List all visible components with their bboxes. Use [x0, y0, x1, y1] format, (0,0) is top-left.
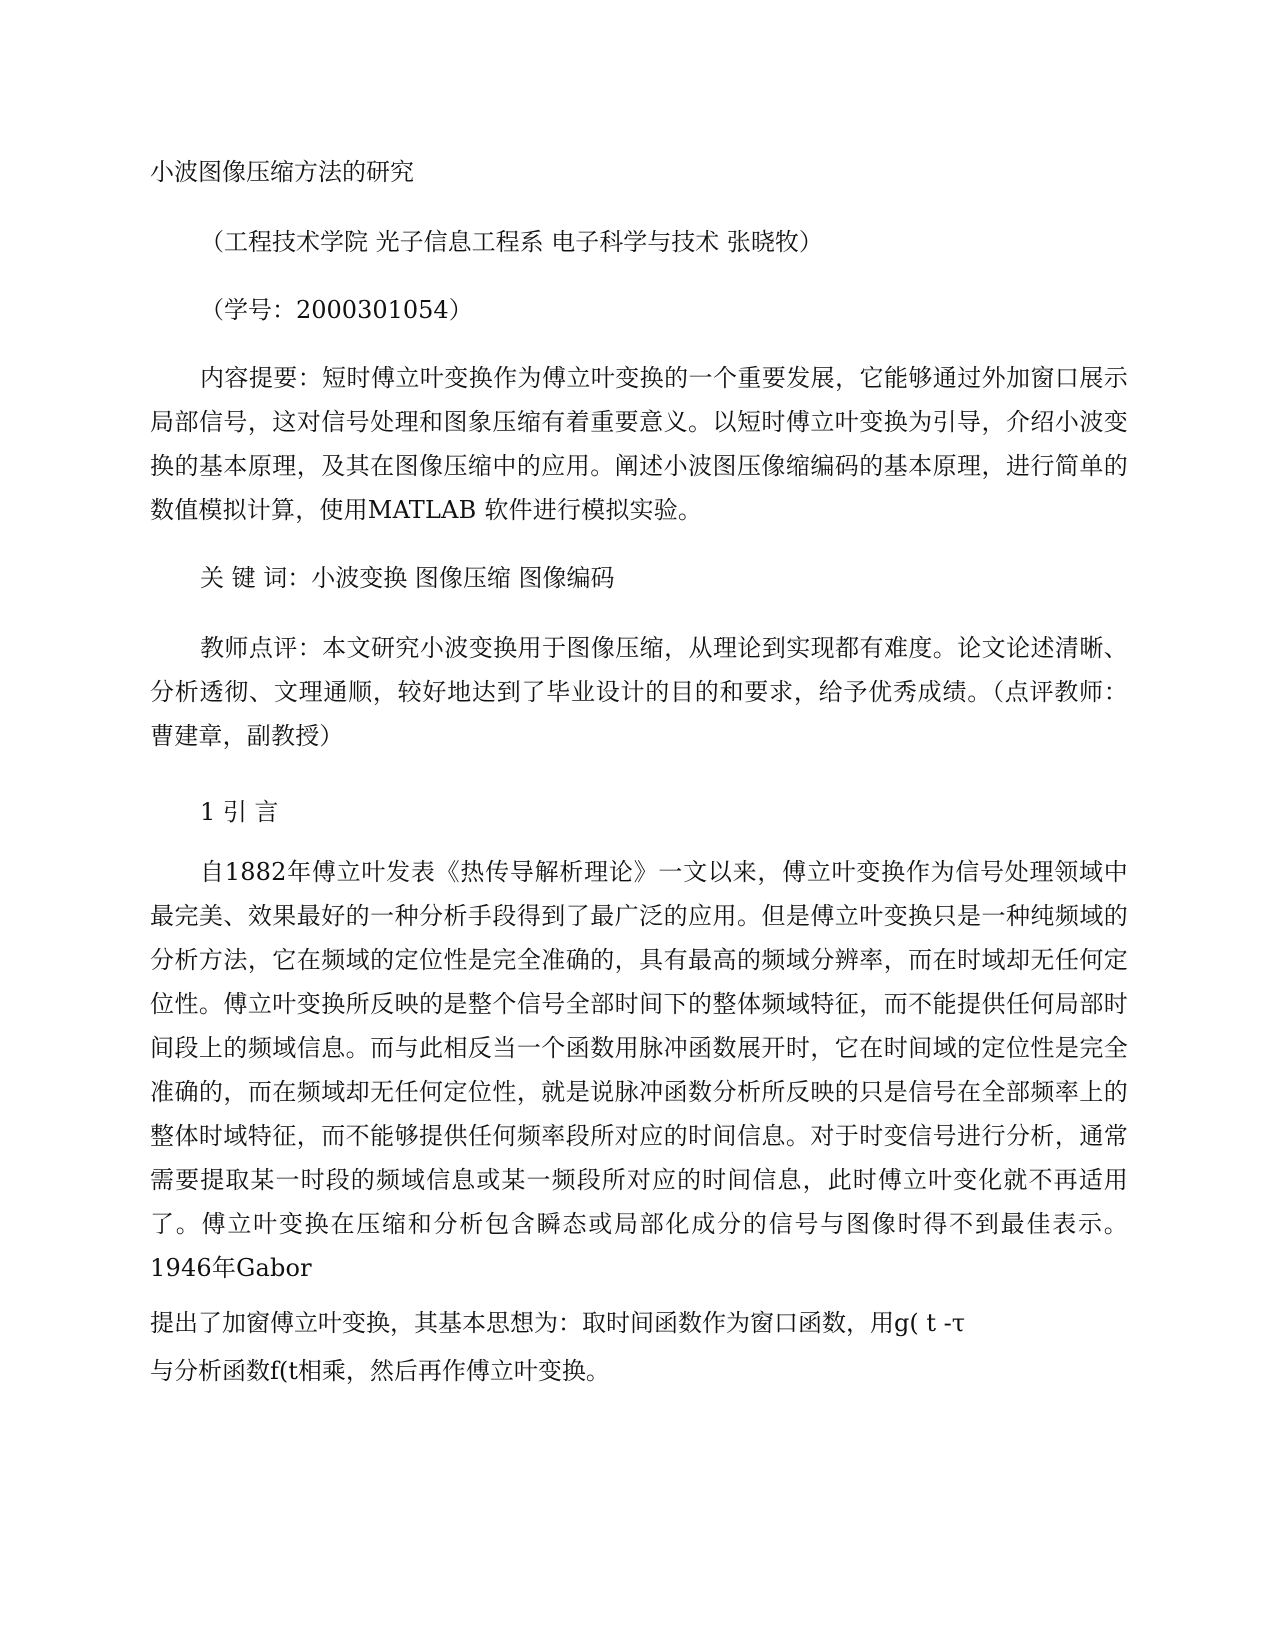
- continuation-line: 与分析函数f(t相乘，然后再作傅立叶变换。: [150, 1357, 610, 1385]
- section-heading: 1 引 言: [200, 798, 279, 826]
- abstract-paragraph: 内容提要：短时傅立叶变换作为傅立叶变换的一个重要发展，它能够通过外加窗口展示局部信号，这对信号处理和图象压缩有着重要意义。以短时傅立叶变换为引导，介绍小波变换的基本原理，及其在图像压缩中的应用。阐述小波图压像缩编码的基本原理，进行简单的数值模拟计算，使用MATLAB 软件进行模拟实验。: [150, 364, 1128, 524]
- intro-paragraph: 自1882年傅立叶发表《热传导解析理论》一文以来，傅立叶变换作为信号处理领域中最完美、效果最好的一种分析手段得到了最广泛的应用。但是傅立叶变换只是一种纯频域的分析方法，它在频域的定位性是完全准确的，具有最高的频域分辨率，而在时域却无任何定位性。傅立叶变换所反映的是整个信号全部时间下的整体频域特征，而不能提供任何局部时间段上的频域信息。而与此相反当一个函数用脉冲函数展开时，它在时间域的定位性是完全准确的，而在频域却无任何定位性，就是说脉冲函数分析所反映的只是信号在全部频率上的整体时域特征，而不能够提供任何频率段所对应的时间信息。对于时变信号进行分析，通常需要提取某一时段的频域信息或某一频段所对应的时间信息，此时傅立叶变化就不再适用了。傅立叶变换在压缩和分析包含瞬态或局部化成分的信号与图像时得不到最佳表示。 1946年Gabor: [150, 858, 1128, 1282]
- author-affiliation: （工程技术学院 光子信息工程系 电子科学与技术 张晓牧）: [200, 228, 823, 256]
- continuation-line: 提出了加窗傅立叶变换，其基本思想为：取时间函数作为窗口函数，用g( t -τ: [150, 1309, 966, 1337]
- document-title: 小波图像压缩方法的研究: [150, 158, 414, 186]
- teacher-comment-paragraph: 教师点评：本文研究小波变换用于图像压缩，从理论到实现都有难度。论文论述清晰、分析透彻、文理通顺，较好地达到了毕业设计的目的和要求，给予优秀成绩。（点评教师：曹建章，副教授）: [150, 634, 1128, 750]
- student-id: （学号：2000301054）: [200, 296, 473, 324]
- keywords-line: 关 键 词：小波变换 图像压缩 图像编码: [200, 564, 615, 592]
